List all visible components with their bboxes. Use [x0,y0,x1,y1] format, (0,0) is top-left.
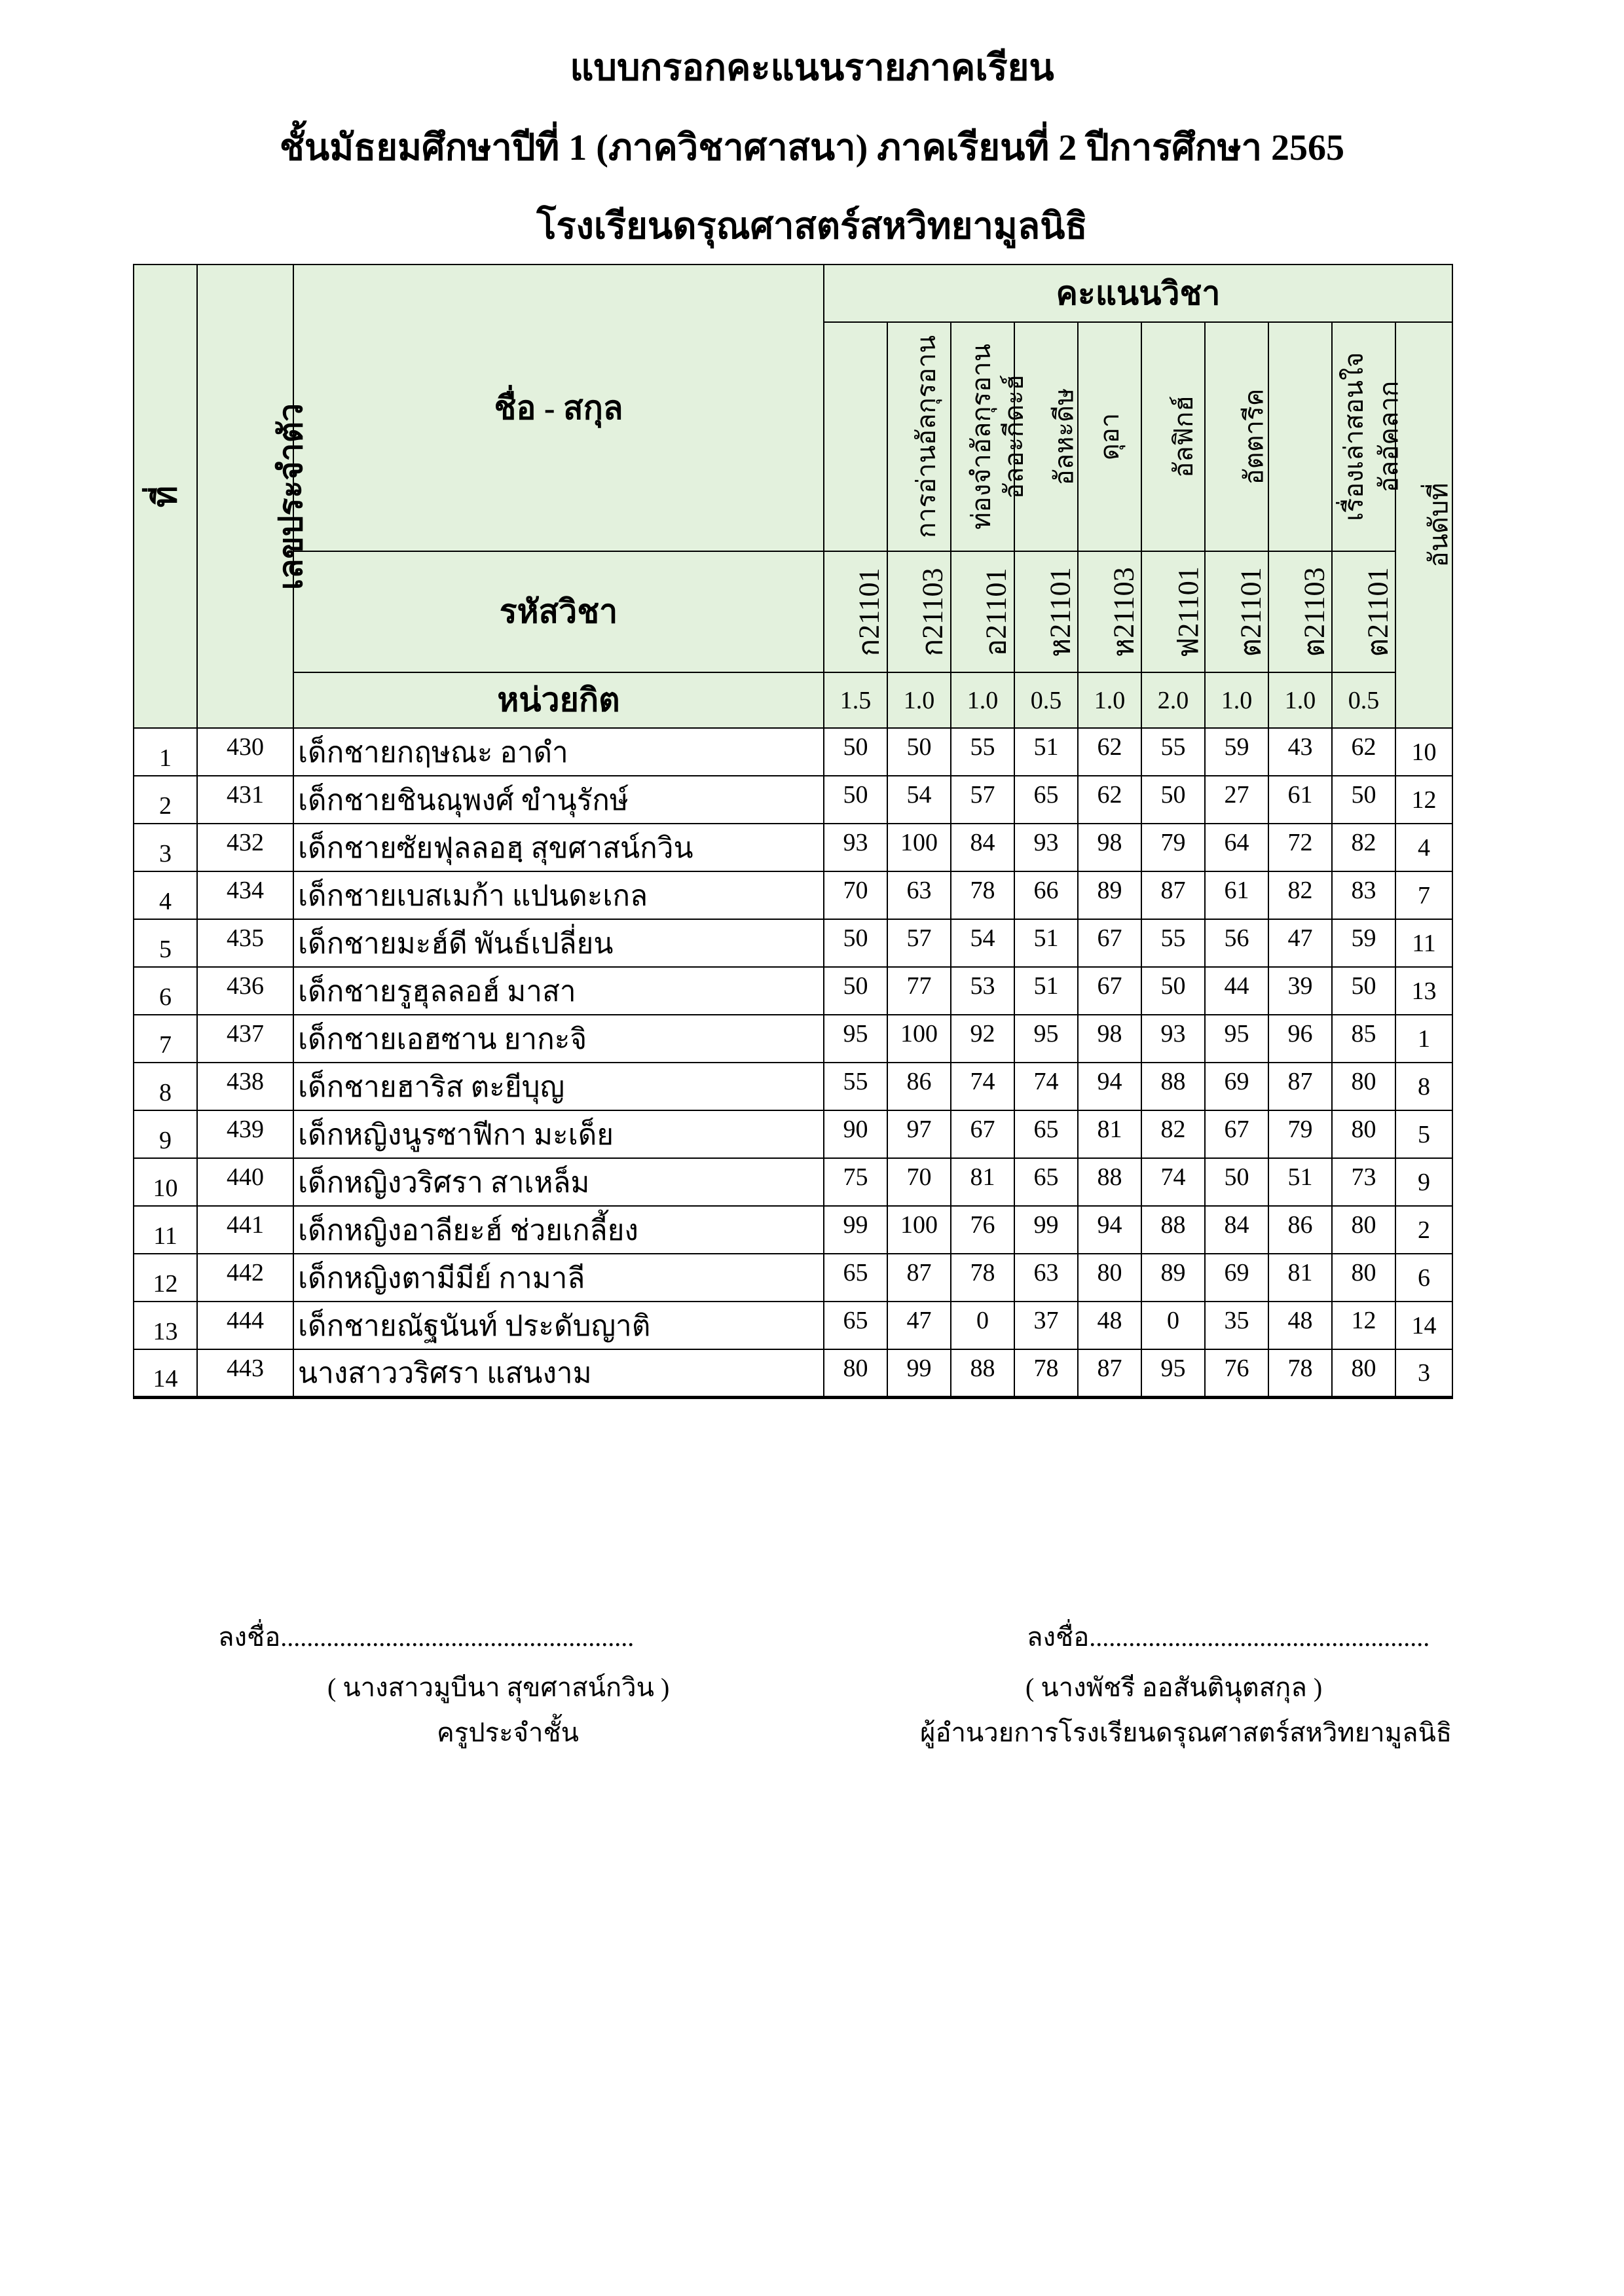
rank-cell: 14 [1395,1302,1452,1349]
student-name: เด็กหญิงวริศรา สาเหล็ม [293,1158,824,1206]
table-row [134,1302,1452,1349]
score-table [133,264,1453,1399]
score-cell: 79 [1141,824,1205,871]
student-name: เด็กหญิงอาลียะฮ์ ช่วยเกลี้ยง [293,1206,824,1254]
subject-name-header [1141,322,1205,551]
score-cell: 76 [951,1206,1014,1254]
subject-credit-cell: 1.5 [824,672,887,728]
score-cell: 65 [1014,1110,1078,1158]
score-cell: 73 [1332,1158,1395,1206]
subject-code-cell [1332,551,1395,672]
school-name: โรงเรียนดรุณศาสตร์สหวิทยามูลนิธิ [536,206,1088,247]
score-cell: 65 [1014,1158,1078,1206]
column-header-name [293,264,824,551]
column-header-rank-label: อันดับที่ [1424,483,1454,568]
score-cell: 50 [824,728,887,776]
row-number: 10 [134,1158,197,1206]
score-cell: 64 [1205,824,1268,871]
score-cell: 53 [951,967,1014,1015]
score-cell: 39 [1268,967,1332,1015]
rank-cell: 4 [1395,824,1452,871]
score-cell: 67 [1078,967,1141,1015]
score-cell: 63 [887,871,951,919]
score-cell: 76 [1205,1349,1268,1398]
student-id: 443 [197,1349,293,1398]
score-cell: 78 [951,1254,1014,1302]
subject-code-label: ห21103 [1107,566,1140,657]
score-cell: 62 [1078,776,1141,824]
subject-name-header [1078,322,1141,551]
student-id: 430 [197,728,293,776]
table-row [134,967,1452,1015]
student-id: 438 [197,1063,293,1110]
form-subtitle: ชั้นมัธยมศึกษาปีที่ 1 (ภาควิชาศาสนา) ภาคเรียนที่ 2 ปีการศึกษา 2565 [279,128,1345,168]
row-number: 13 [134,1302,197,1349]
subject-name-label: อัลอัคลาก [1374,380,1404,493]
score-cell: 93 [1014,824,1078,871]
subject-code-cell [1141,551,1205,672]
score-cell: 50 [824,776,887,824]
subject-credit-cell: 1.0 [951,672,1014,728]
score-cell: 50 [887,728,951,776]
score-cell: 100 [887,824,951,871]
subject-name-label: อัลฟิกฮ์ [1168,395,1198,478]
table-row [134,728,1452,776]
score-cell: 0 [1141,1302,1205,1349]
score-cell: 43 [1268,728,1332,776]
subject-credit-cell: 0.5 [1332,672,1395,728]
score-cell: 78 [1014,1349,1078,1398]
student-name: เด็กชายชินณุพงศ์ ขำนุรักษ์ [293,776,824,824]
subject-code-label: ต21101 [1361,567,1394,657]
rank-cell: 11 [1395,919,1452,967]
score-cell: 89 [1078,871,1141,919]
row-number: 11 [134,1206,197,1254]
score-cell: 99 [887,1349,951,1398]
score-cell: 55 [951,728,1014,776]
score-cell: 97 [887,1110,951,1158]
score-cell: 82 [1268,871,1332,919]
teacher-name: ( นางสาวมูบีนา สุขศาสน์กวิน ) [327,1673,670,1702]
subject-scores-group-header [824,264,1452,322]
score-cell: 63 [1014,1254,1078,1302]
score-cell: 67 [1078,919,1141,967]
row-number: 6 [134,967,197,1015]
subject-code-cell [1078,551,1141,672]
score-cell: 48 [1078,1302,1141,1349]
score-cell: 80 [824,1349,887,1398]
score-cell: 65 [1014,776,1078,824]
score-cell: 90 [824,1110,887,1158]
subject-name-label: เรื่องเล่าสอนใจ [1339,352,1369,522]
score-cell: 96 [1268,1015,1332,1063]
credit-row-label: หน่วยกิต [497,682,620,718]
score-cell: 95 [1014,1015,1078,1063]
score-cell: 47 [1268,919,1332,967]
score-cell: 93 [824,824,887,871]
score-cell: 81 [1268,1254,1332,1302]
student-id: 439 [197,1110,293,1158]
score-cell: 51 [1014,728,1078,776]
row-number: 2 [134,776,197,824]
score-cell: 69 [1205,1063,1268,1110]
subject-code-label: ห21101 [1044,566,1077,657]
table-row [134,1063,1452,1110]
score-cell: 47 [887,1302,951,1349]
score-cell: 50 [824,967,887,1015]
director-signature-line: ลงชื่อ.................................................... [1027,1622,1430,1652]
score-cell: 87 [1268,1063,1332,1110]
subject-code-label: ต21103 [1298,567,1331,657]
subject-code-label: ก21103 [916,567,949,657]
subject-name-label: ท่องจำอัลกุรอาน [966,344,996,530]
score-cell: 100 [887,1206,951,1254]
score-cell: 85 [1332,1015,1395,1063]
score-cell: 70 [824,871,887,919]
row-number: 3 [134,824,197,871]
subject-name-header [1205,322,1268,551]
score-cell: 67 [1205,1110,1268,1158]
score-cell: 55 [824,1063,887,1110]
score-cell: 80 [1332,1349,1395,1398]
score-cell: 94 [1078,1206,1141,1254]
table-row [134,1158,1452,1206]
table-row [134,1015,1452,1063]
student-id: 444 [197,1302,293,1349]
score-cell: 66 [1014,871,1078,919]
score-cell: 0 [951,1302,1014,1349]
row-number: 12 [134,1254,197,1302]
rank-cell: 5 [1395,1110,1452,1158]
student-name: นางสาววริศรา แสนงาม [293,1349,824,1398]
subject-code-label: อ21101 [980,568,1012,656]
subject-code-cell [951,551,1014,672]
score-cell: 50 [1141,776,1205,824]
score-cell: 80 [1078,1254,1141,1302]
score-cell: 84 [1205,1206,1268,1254]
score-cell: 95 [824,1015,887,1063]
column-header-student-id [197,264,310,728]
score-cell: 50 [1205,1158,1268,1206]
score-cell: 80 [1332,1063,1395,1110]
score-cell: 98 [1078,1015,1141,1063]
score-cell: 57 [887,919,951,967]
student-id: 440 [197,1158,293,1206]
score-cell: 67 [951,1110,1014,1158]
score-cell: 80 [1332,1110,1395,1158]
score-cell: 82 [1332,824,1395,871]
student-id: 431 [197,776,293,824]
score-cell: 65 [824,1302,887,1349]
rank-cell: 1 [1395,1015,1452,1063]
rank-cell: 12 [1395,776,1452,824]
subject-name-label: อัลอะกีดะฮ์ [999,374,1029,500]
row-number: 8 [134,1063,197,1110]
score-cell: 83 [1332,871,1395,919]
subject-credit-cell: 2.0 [1141,672,1205,728]
score-cell: 51 [1014,967,1078,1015]
score-cell: 74 [951,1063,1014,1110]
student-id: 441 [197,1206,293,1254]
score-cell: 74 [1014,1063,1078,1110]
score-cell: 70 [887,1158,951,1206]
director-role: ผู้อำนวยการโรงเรียนดรุณศาสตร์สหวิทยามูลนิธิ [920,1718,1452,1747]
subject-name-label: อัตตารีค [1239,388,1269,485]
subject-credit-cell: 1.0 [1078,672,1141,728]
subject-name-label: ดุอา [1095,412,1125,461]
score-cell: 88 [1141,1063,1205,1110]
student-id: 442 [197,1254,293,1302]
score-cell: 65 [824,1254,887,1302]
score-cell: 50 [1141,967,1205,1015]
score-cell: 27 [1205,776,1268,824]
subject-scores-group-label: คะแนนวิชา [1056,274,1221,312]
table-row [134,1254,1452,1302]
student-id: 435 [197,919,293,967]
subject-code-cell [1014,551,1078,672]
student-name: เด็กชายมะฮ์ดี พันธ์เปลี่ยน [293,919,824,967]
column-header-student-id-label: เลขประจำตัว [272,403,310,590]
student-name: เด็กชายฮาริส ตะยีบุญ [293,1063,824,1110]
student-name: เด็กหญิงตามีมีย์ กามาลี [293,1254,824,1302]
score-cell: 80 [1332,1206,1395,1254]
subject-name-header [1268,322,1369,551]
table-row [134,776,1452,824]
student-name: เด็กชายรูฮุลลอฮ์ มาสา [293,967,824,1015]
score-cell: 37 [1014,1302,1078,1349]
table-row [134,1206,1452,1254]
score-cell: 44 [1205,967,1268,1015]
score-cell: 80 [1332,1254,1395,1302]
student-id: 436 [197,967,293,1015]
score-cell: 86 [887,1063,951,1110]
subject-credit-cell: 1.0 [1205,672,1268,728]
score-cell: 88 [951,1349,1014,1398]
score-cell: 35 [1205,1302,1268,1349]
student-name: เด็กชายเบสเมก้า แปนดะเกล [293,871,824,919]
score-cell: 74 [1141,1158,1205,1206]
rank-cell: 9 [1395,1158,1452,1206]
score-cell: 51 [1014,919,1078,967]
row-number: 14 [134,1349,197,1398]
score-cell: 54 [951,919,1014,967]
subject-code-label: ก21101 [853,567,885,657]
student-id: 434 [197,871,293,919]
score-cell: 78 [1268,1349,1332,1398]
table-row [134,1110,1452,1158]
score-cell: 77 [887,967,951,1015]
score-cell: 86 [1268,1206,1332,1254]
score-cell: 87 [1078,1349,1141,1398]
score-cell: 12 [1332,1302,1395,1349]
score-cell: 69 [1205,1254,1268,1302]
score-cell: 99 [824,1206,887,1254]
rank-cell: 3 [1395,1349,1452,1398]
teacher-role: ครูประจำชั้น [437,1718,579,1747]
subject-code-label: ต21101 [1234,567,1267,657]
row-number: 1 [134,728,197,776]
student-name: เด็กชายเอฮซาน ยากะจิ [293,1015,824,1063]
subject-code-cell [887,551,951,672]
subject-name-label: การอ่านอัลกุรอาน [912,335,942,539]
subject-code-cell [1205,551,1268,672]
score-cell: 56 [1205,919,1268,967]
score-cell: 59 [1205,728,1268,776]
score-cell: 93 [1141,1015,1205,1063]
score-cell: 84 [951,824,1014,871]
credit-row-header [293,672,824,728]
score-cell: 57 [951,776,1014,824]
subject-code-row-label: รหัสวิชา [499,593,618,630]
score-cell: 89 [1141,1254,1205,1302]
score-cell: 98 [1078,824,1141,871]
score-cell: 55 [1141,728,1205,776]
score-cell: 48 [1268,1302,1332,1349]
rank-cell: 6 [1395,1254,1452,1302]
subject-credit-cell: 1.0 [1268,672,1332,728]
score-cell: 87 [1141,871,1205,919]
score-cell: 62 [1332,728,1395,776]
table-row [134,871,1452,919]
student-name: เด็กชายกฤษณะ อาดำ [293,728,824,776]
form-title: แบบกรอกคะแนนรายภาคเรียน [570,48,1054,88]
column-header-no [134,264,197,728]
subject-code-cell [1268,551,1332,672]
student-id: 432 [197,824,293,871]
score-cell: 82 [1141,1110,1205,1158]
score-cell: 79 [1268,1110,1332,1158]
rank-cell: 10 [1395,728,1452,776]
student-name: เด็กชายณัฐนันท์ ประดับญาติ [293,1302,824,1349]
row-number: 5 [134,919,197,967]
table-row [134,824,1452,871]
rank-cell: 8 [1395,1063,1452,1110]
column-header-name-label: ชื่อ - สกุล [494,389,623,426]
score-cell: 95 [1205,1015,1268,1063]
score-cell: 88 [1078,1158,1141,1206]
score-cell: 75 [824,1158,887,1206]
subject-credit-cell: 1.0 [887,672,951,728]
score-cell: 50 [824,919,887,967]
subject-code-cell [824,551,887,672]
score-cell: 54 [887,776,951,824]
score-cell: 51 [1268,1158,1332,1206]
score-cell: 81 [951,1158,1014,1206]
score-cell: 81 [1078,1110,1141,1158]
score-cell: 92 [951,1015,1014,1063]
rank-cell: 7 [1395,871,1452,919]
subject-name-label: อัลหะดีษ [1049,388,1079,486]
score-cell: 95 [1141,1349,1205,1398]
row-number: 4 [134,871,197,919]
score-cell: 87 [887,1254,951,1302]
subject-code-label: ฟ21101 [1172,566,1204,658]
score-cell: 50 [1332,967,1395,1015]
table-row [134,919,1452,967]
score-cell: 55 [1141,919,1205,967]
student-id: 437 [197,1015,293,1063]
score-cell: 94 [1078,1063,1141,1110]
score-cell: 61 [1268,776,1332,824]
director-name: ( นางพัชรี ออสันตินุตสกุล ) [1025,1673,1323,1702]
score-cell: 99 [1014,1206,1078,1254]
column-header-no-label: ที่ [147,485,183,507]
score-cell: 50 [1332,776,1395,824]
student-name: เด็กชายซัยฟุลลอฮฺ สุขศาสน์กวิน [293,824,824,871]
subject-name-header [824,322,942,551]
table-row [134,1349,1452,1398]
score-cell: 59 [1332,919,1395,967]
score-cell: 61 [1205,871,1268,919]
score-cell: 78 [951,871,1014,919]
rank-cell: 13 [1395,967,1452,1015]
row-number: 7 [134,1015,197,1063]
score-cell: 100 [887,1015,951,1063]
subject-code-row-header [293,551,824,672]
teacher-signature-line: ลงชื่อ...................................................... [218,1622,635,1652]
score-cell: 88 [1141,1206,1205,1254]
score-cell: 62 [1078,728,1141,776]
subject-credit-cell: 0.5 [1014,672,1078,728]
student-name: เด็กหญิงนูรซาฟีกา มะเด็ย [293,1110,824,1158]
row-number: 9 [134,1110,197,1158]
score-cell: 72 [1268,824,1332,871]
rank-cell: 2 [1395,1206,1452,1254]
